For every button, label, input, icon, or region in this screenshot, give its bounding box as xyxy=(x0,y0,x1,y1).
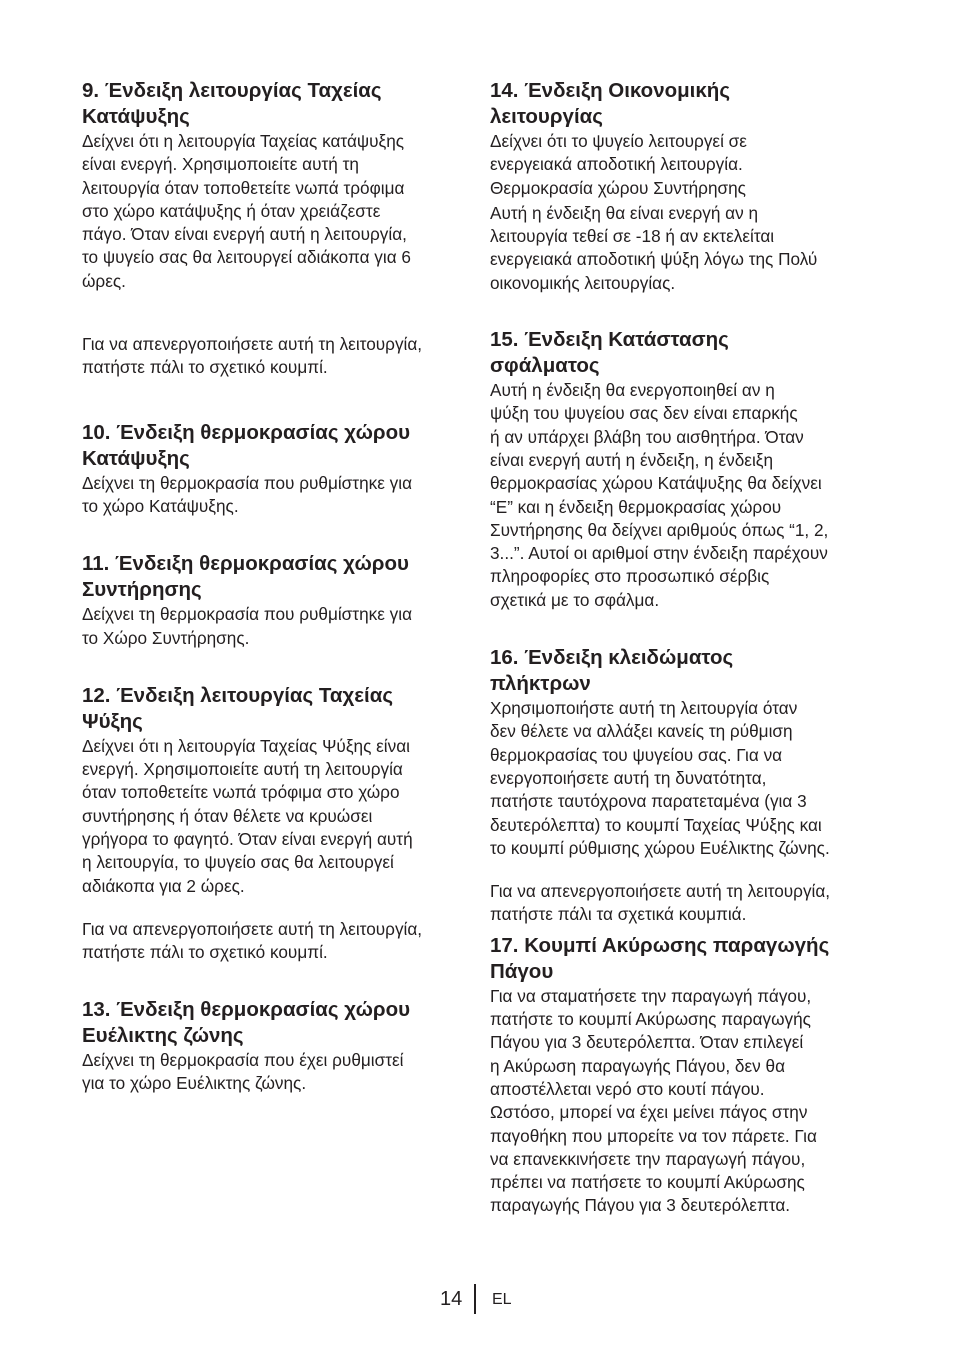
page-number: 14 xyxy=(440,1288,463,1310)
left-column xyxy=(82,78,474,1095)
section-13-body: Δείχνει τη θερμοκρασία που έχει ρυθμιστεί για το χώρο Ευέλικτης ζώνης. xyxy=(82,1049,404,1093)
section-17-title: 17. Κουμπί Ακύρωσης παραγωγής Πάγου xyxy=(490,933,830,983)
page-footer xyxy=(0,1284,954,1316)
section-9 xyxy=(82,78,474,380)
language-code: EL xyxy=(492,1291,512,1308)
section-17 xyxy=(490,933,882,1218)
section-17-body: Για να σταματήσετε την παραγωγή πάγου, πατήστε το κουμπί Ακύρωσης παραγωγής Πάγου για 3 δευτερόλεπτα. Όταν επιλεγεί η Ακύρωση παραγωγής Πάγου, δεν θα αποστέλλεται νερό στο κουτί πάγου. Ωστόσο, μπορεί να έχει μείνει πάγος στην παγοθήκη που μπορείτε να τον πάρετε. Για να επανεκκινήσετε την παραγωγή πάγου, πρέπει να πατήσετε το κουμπί Ακύρωσης παραγωγής Πάγου για 3 δευτερόλεπτα. xyxy=(490,985,817,1216)
section-12-title: 12. Ένδειξη λειτουργίας Ταχείας Ψύξης xyxy=(82,683,393,733)
section-11 xyxy=(82,551,474,650)
section-9-body: Δείχνει ότι η λειτουργία Ταχείας κατάψυξης είναι ενεργή. Χρησιμοποιείτε αυτή τη λειτουργία όταν τοποθετείτε νωπά τρόφιμα στο χώρο κατάψυξης ή όταν χρειάζεστε πάγο. Όταν είναι ενεργή αυτή η λειτουργία, το ψυγείο σας θα λειτουργεί αδιάκοπα για 6 ώρες. xyxy=(82,131,411,291)
section-13 xyxy=(82,997,474,1096)
section-12 xyxy=(82,683,474,965)
section-16 xyxy=(490,645,882,927)
right-column xyxy=(490,78,882,1218)
section-15-title: 15. Ένδειξη Κατάστασης σφάλματος xyxy=(490,328,729,378)
section-10-title: 10. Ένδειξη θερμοκρασίας χώρου Κατάψυξης xyxy=(82,420,411,470)
section-10 xyxy=(82,420,474,519)
section-11-title: 11. Ένδειξη θερμοκρασίας χώρου Συντήρησης xyxy=(82,552,409,602)
section-14-title: 14. Ένδειξη Οικονομικής λειτουργίας xyxy=(490,79,730,128)
footer-divider xyxy=(474,1284,476,1314)
section-11-body: Δείχνει τη θερμοκρασία που ρυθμίστηκε για το Χώρο Συντήρησης. xyxy=(82,604,413,648)
section-14-body: Δείχνει ότι το ψυγείο λειτουργεί σε ενεργειακά αποδοτική λειτουργία. Θερμοκρασία χώρου Συντήρησης xyxy=(490,131,747,198)
section-15 xyxy=(490,327,882,612)
section-9-body-2: Για να απενεργοποιήσετε αυτή τη λειτουργία, πατήστε πάλι το σχετικό κουμπί. xyxy=(82,334,423,378)
section-10-body: Δείχνει τη θερμοκρασία που ρυθμίστηκε για το χώρο Κατάψυξης. xyxy=(82,472,413,516)
section-16-body-2: Για να απενεργοποιήσετε αυτή τη λειτουργία, πατήστε πάλι τα σχετικά κουμπιά. xyxy=(490,881,831,925)
section-12-body-2: Για να απενεργοποιήσετε αυτή τη λειτουργία, πατήστε πάλι το σχετικό κουμπί. xyxy=(82,918,423,963)
section-9-title: 9. Ένδειξη λειτουργίας Ταχείας Κατάψυξης xyxy=(82,79,382,128)
section-14-body-2: Αυτή η ένδειξη θα είναι ενεργή αν η λειτουργία τεθεί σε -18 ή αν εκτελείται ενεργειακά αποδοτική ψύξη λόγω της Πολύ οικονομικής λειτουργίας. xyxy=(490,202,818,293)
section-12-body: Δείχνει ότι η λειτουργία Ταχείας Ψύξης είναι ενεργή. Χρησιμοποιείτε αυτή τη λειτουργία όταν τοποθετείτε νωπά τρόφιμα στο χώρο συντήρησης ή όταν θέλετε να κρυώσει γρήγορα το φαγητό. Όταν είναι ενεργή αυτή η λειτουργία, το ψυγείο σας θα λειτουργεί αδιάκοπα για 2 ώρες. xyxy=(82,735,413,896)
section-16-body: Χρησιμοποιήστε αυτή τη λειτουργία όταν δεν θέλετε να αλλάξει κανείς τη ρύθμιση θερμοκρασίας του ψυγείου σας. Για να ενεργοποιήσετε αυτή τη δυνατότητα, πατήστε ταυτόχρονα παρατεταμένα (για 3 δευτερόλεπτα) το κουμπί Ταχείας Ψύξης και το κουμπί ρύθμισης χώρου Ευέλικτης ζώνης. xyxy=(490,698,830,858)
section-14 xyxy=(490,78,882,295)
section-16-title: 16. Ένδειξη κλειδώματος πλήκτρων xyxy=(490,646,734,696)
section-15-body: Αυτή η ένδειξη θα ενεργοποιηθεί αν η ψύξη του ψυγείου σας δεν είναι επαρκής ή αν υπάρχει βλάβη του αισθητήρα. Όταν είναι ενεργή αυτή η ένδειξη, η ένδειξη θερμοκρασίας χώρου Κατάψυξης θα δείχνει “E” και η ένδειξη θερμοκρασίας χώρου Συντήρησης θα δείχνει αριθμούς όπως “1, 2, 3...”. Αυτοί οι αριθμοί στην ένδειξη παρέχουν πληροφορίες στο προσωπικό σέρβις σχετικά με το σφάλμα. xyxy=(490,380,829,610)
section-13-title: 13. Ένδειξη θερμοκρασίας χώρου Ευέλικτης ζώνης xyxy=(82,997,411,1047)
